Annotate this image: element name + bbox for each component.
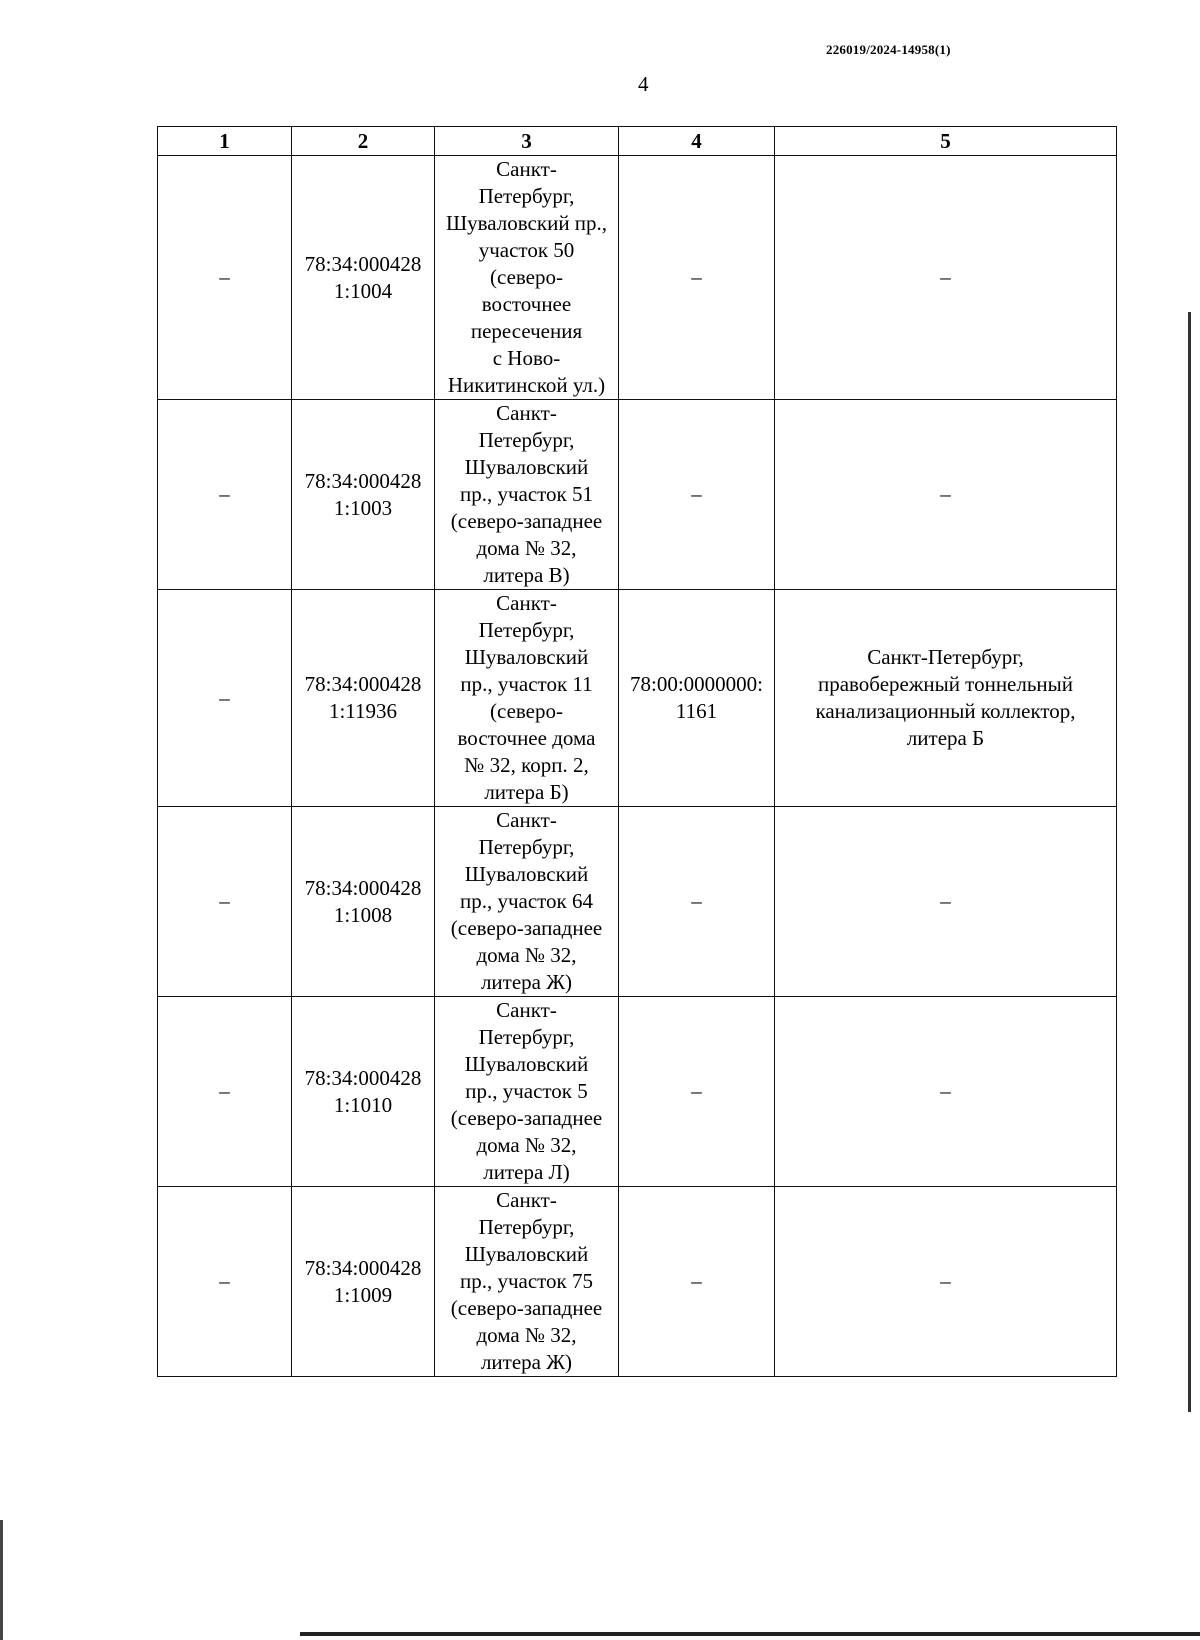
- table-row: [158, 156, 1117, 400]
- scan-edge-right: [1188, 312, 1191, 1412]
- cell-cadastral-number: 78:34:000428 1:1003: [292, 400, 435, 590]
- cell-col4: –: [619, 1187, 775, 1377]
- cell-col5: –: [775, 807, 1117, 997]
- page-number: 4: [638, 72, 649, 96]
- table-row: [158, 1187, 1117, 1377]
- column-header-5: 5: [775, 127, 1117, 156]
- cell-col5: Санкт-Петербург, правобережный тоннельный канализационный коллектор, литера Б: [775, 590, 1117, 807]
- cell-col4: –: [619, 997, 775, 1187]
- cell-col5: –: [775, 156, 1117, 400]
- scan-edge-left: [0, 1520, 3, 1640]
- cell-col4: –: [619, 156, 775, 400]
- scan-edge-bottom: [300, 1632, 1200, 1636]
- cell-col1: –: [158, 997, 292, 1187]
- cell-address: Санкт- Петербург, Шуваловский пр., участок 5 (северо-западнее дома № 32, литера Л): [435, 997, 619, 1187]
- table-row: [158, 807, 1117, 997]
- cell-col4: 78:00:0000000: 1161: [619, 590, 775, 807]
- cell-cadastral-number: 78:34:000428 1:1004: [292, 156, 435, 400]
- cell-address: Санкт- Петербург, Шуваловский пр., участок 50 (северо- восточнее пересечения с Ново- Никитинской ул.): [435, 156, 619, 400]
- table-row: [158, 400, 1117, 590]
- column-header-1: 1: [158, 127, 292, 156]
- cell-cadastral-number: 78:34:000428 1:1009: [292, 1187, 435, 1377]
- cell-col1: –: [158, 807, 292, 997]
- cell-cadastral-number: 78:34:000428 1:1008: [292, 807, 435, 997]
- cell-address: Санкт- Петербург, Шуваловский пр., участок 64 (северо-западнее дома № 32, литера Ж): [435, 807, 619, 997]
- cell-col1: –: [158, 590, 292, 807]
- cell-col4: –: [619, 400, 775, 590]
- cell-col5: –: [775, 400, 1117, 590]
- column-header-2: 2: [292, 127, 435, 156]
- cell-cadastral-number: 78:34:000428 1:11936: [292, 590, 435, 807]
- cell-col4: –: [619, 807, 775, 997]
- cell-address: Санкт- Петербург, Шуваловский пр., участок 51 (северо-западнее дома № 32, литера В): [435, 400, 619, 590]
- column-header-3: 3: [435, 127, 619, 156]
- cell-col1: –: [158, 1187, 292, 1377]
- cell-col1: –: [158, 400, 292, 590]
- table-row: [158, 997, 1117, 1187]
- column-header-4: 4: [619, 127, 775, 156]
- document-registration-number: 226019/2024-14958(1): [826, 42, 951, 57]
- cell-cadastral-number: 78:34:000428 1:1010: [292, 997, 435, 1187]
- cell-col5: –: [775, 997, 1117, 1187]
- cell-address: Санкт- Петербург, Шуваловский пр., участок 11 (северо- восточнее дома № 32, корп. 2, литера Б): [435, 590, 619, 807]
- table-header-row: [158, 127, 1117, 156]
- cell-col5: –: [775, 1187, 1117, 1377]
- parcels-table: [157, 126, 1117, 1377]
- table-row: [158, 590, 1117, 807]
- cell-col1: –: [158, 156, 292, 400]
- cell-address: Санкт- Петербург, Шуваловский пр., участок 75 (северо-западнее дома № 32, литера Ж): [435, 1187, 619, 1377]
